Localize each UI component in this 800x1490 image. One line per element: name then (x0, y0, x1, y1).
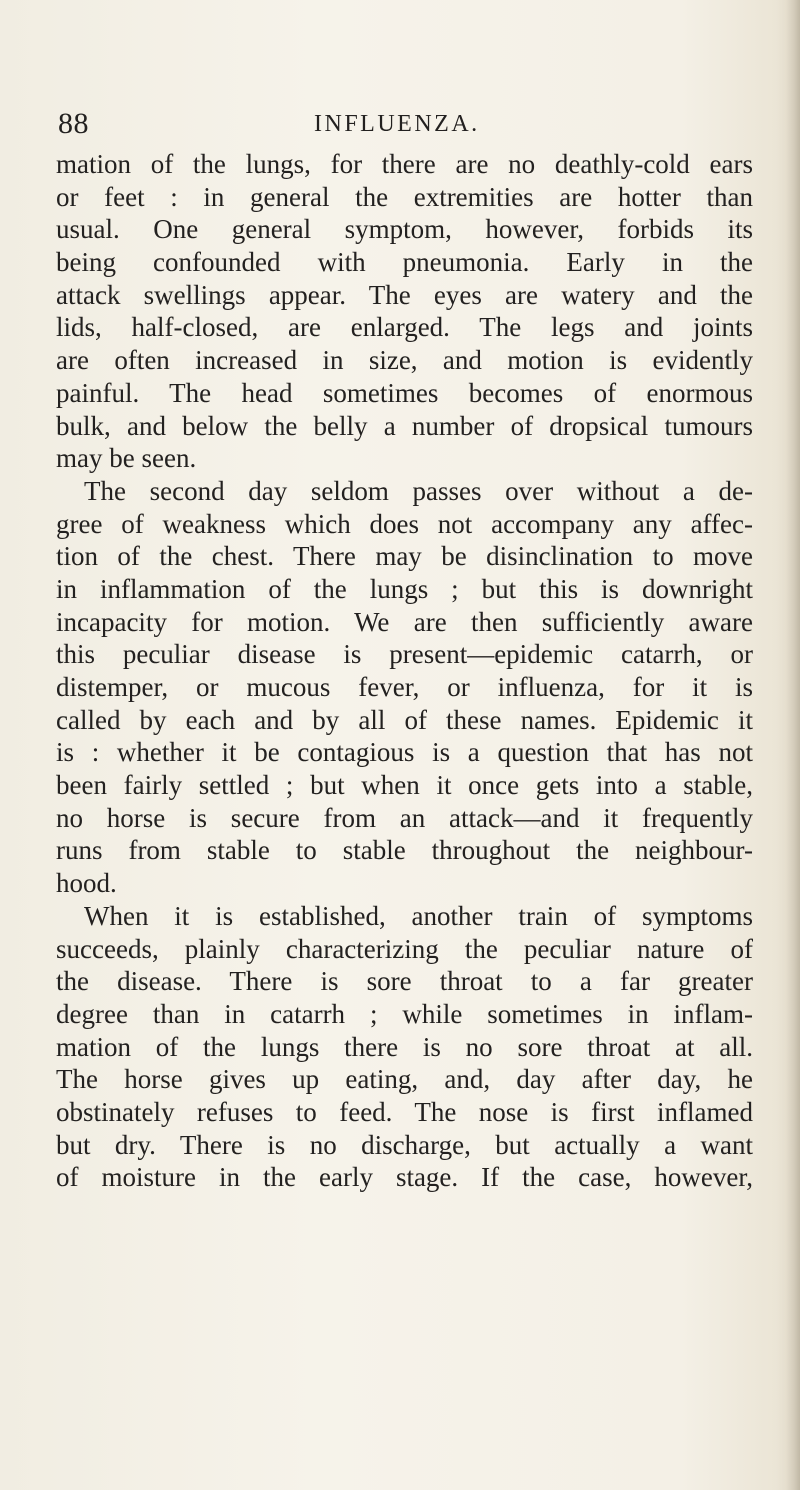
text-line: are often increased in size, and motion is evidently (56, 345, 753, 376)
text-line: The horse gives up eating, and, day after day, he (56, 1064, 753, 1095)
text-line: The second day seldom passes over without a de- (84, 475, 753, 506)
text-line: incapacity for motion. We are then sufficiently aware (56, 606, 753, 637)
text-line: hood. (56, 868, 117, 899)
text-line: gree of weakness which does not accompany any affec- (56, 508, 753, 539)
text-line: distemper, or mucous fever, or influenza, for it is (56, 672, 753, 702)
text-line: painful. The head sometimes becomes of enormous (56, 377, 753, 408)
text-line: mation of the lungs there is no sore throat at all. (56, 1031, 753, 1062)
running-head: INFLUENZA. (314, 111, 480, 137)
text-line: bulk, and below the belly a number of dropsical tumours (56, 410, 753, 441)
text-line: of moisture in the early stage. If the case, however, (56, 1162, 753, 1193)
text-line: called by each and by all of these names. Epidemic it (56, 704, 753, 735)
text-line: obstinately refuses to feed. The nose is first inflamed (56, 1096, 753, 1127)
text-line: attack swellings appear. The eyes are watery and the (56, 279, 753, 310)
text-line: lids, half-closed, are enlarged. The legs and joints (56, 312, 753, 343)
text-line: in inflammation of the lungs ; but this is downright (56, 573, 753, 604)
text-line: degree than in catarrh ; while sometimes in inflam- (56, 998, 753, 1029)
page-number: 88 (58, 107, 89, 140)
text-line: no horse is secure from an attack—and it frequently (56, 802, 753, 833)
text-line: succeeds, plainly characterizing the peculiar nature of (56, 933, 753, 964)
text-line: this peculiar disease is present—epidemic catarrh, or (56, 639, 753, 670)
text-line: usual. One general symptom, however, forbids its (56, 214, 753, 245)
text-line: mation of the lungs, for there are no deathly-cold ears (56, 149, 753, 179)
page-edge-shadow (786, 0, 800, 1490)
text-line: is : whether it be contagious is a question that has not (56, 737, 753, 768)
text-line: being confounded with pneumonia. Early in the (56, 247, 753, 278)
text-line: tion of the chest. There may be disinclination to move (56, 541, 753, 572)
text-line: the disease. There is sore throat to a far greater (56, 966, 753, 997)
page-header (58, 104, 748, 144)
text-line: runs from stable to stable throughout the neighbour- (56, 835, 753, 866)
text-line: but dry. There is no discharge, but actually a want (56, 1129, 753, 1160)
body-text (56, 148, 753, 1194)
text-line: may be seen. (56, 443, 197, 474)
text-line: been fairly settled ; but when it once gets into a stable, (56, 770, 753, 801)
text-line: When it is established, another train of symptoms (84, 900, 753, 931)
text-line: or feet : in general the extremities are hotter than (56, 181, 753, 212)
